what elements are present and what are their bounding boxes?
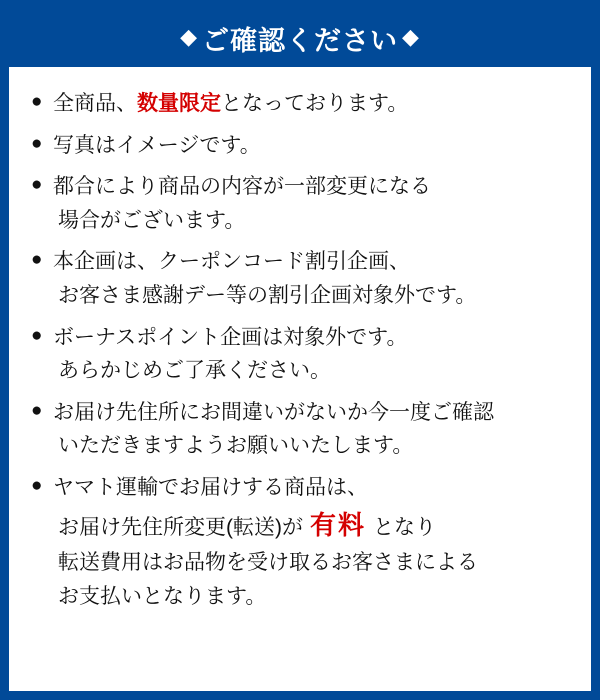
- notice-line: [53, 204, 571, 238]
- notice-item-lines: [53, 87, 571, 121]
- bullet-icon: ●: [31, 174, 43, 196]
- notice-text: となり: [373, 515, 437, 539]
- notice-text: となっております。: [221, 92, 409, 115]
- notice-line: [53, 87, 571, 121]
- notice-text: いただきますようお願いいたします。: [58, 434, 414, 458]
- diamond-right-icon: ◆: [402, 24, 420, 49]
- diamond-left-icon: ◆: [180, 24, 198, 49]
- bullet-icon: ●: [31, 132, 43, 154]
- notice-line: [53, 129, 571, 163]
- notice-item: [31, 170, 571, 237]
- bullet-icon: ●: [31, 91, 43, 112]
- banner-header: [9, 9, 591, 67]
- bullet-icon: ●: [31, 399, 43, 421]
- notice-text: あらかじめご了承ください。: [58, 359, 331, 383]
- notice-item: [31, 396, 571, 463]
- notice-line: [53, 354, 571, 388]
- notice-line: [53, 170, 571, 204]
- notice-text: 全商品、: [53, 92, 137, 115]
- notice-line: [53, 429, 571, 463]
- notice-text: お支払いとなります。: [58, 584, 267, 608]
- notice-text: 場合がございます。: [58, 208, 246, 232]
- notice-item: [31, 245, 571, 312]
- notice-text: お客さま感謝デー等の割引企画対象外です。: [58, 283, 477, 307]
- notice-line: [53, 396, 571, 430]
- bullet-icon: ●: [31, 474, 43, 496]
- notice-item: [31, 87, 571, 121]
- bullet-icon: ●: [31, 324, 43, 346]
- notice-text: ヤマト運輸でお届けする商品は、: [53, 475, 368, 499]
- notice-text: 本企画は、クーポンコード割引企画、: [53, 250, 410, 274]
- notice-line: [53, 546, 571, 580]
- notice-text: 都合により商品の内容が一部変更になる: [53, 175, 431, 199]
- notice-list: [9, 67, 591, 613]
- notice-item-lines: [53, 129, 571, 163]
- notice-emphasis-text: 有料: [310, 509, 367, 540]
- notice-text: ボーナスポイント企画は対象外です。: [53, 325, 408, 349]
- notice-line: [53, 471, 571, 505]
- notice-item-lines: [53, 321, 571, 388]
- notice-line: [53, 505, 571, 547]
- notice-line: [53, 245, 571, 279]
- notice-text: お届け先住所にお間違いがないか今一度ご確認: [53, 400, 494, 424]
- notice-line: [53, 580, 571, 614]
- notice-line: [53, 321, 571, 355]
- notice-item-lines: [53, 471, 571, 613]
- page-title: ご確認ください: [202, 25, 398, 56]
- notice-item-lines: [53, 396, 571, 463]
- notice-text: 転送費用はお品物を受け取るお客さまによる: [58, 551, 478, 575]
- bullet-icon: ●: [31, 249, 43, 271]
- notice-text: 写真はイメージです。: [53, 133, 261, 157]
- notice-item: [31, 471, 571, 613]
- notice-text: お届け先住所変更(転送)が: [58, 515, 303, 539]
- notice-item: [31, 321, 571, 388]
- notice-line: [53, 279, 571, 313]
- notice-emphasis-text: 数量限定: [137, 92, 221, 115]
- notice-item-lines: [53, 170, 571, 237]
- notice-item-lines: [53, 245, 571, 312]
- notice-item: [31, 129, 571, 163]
